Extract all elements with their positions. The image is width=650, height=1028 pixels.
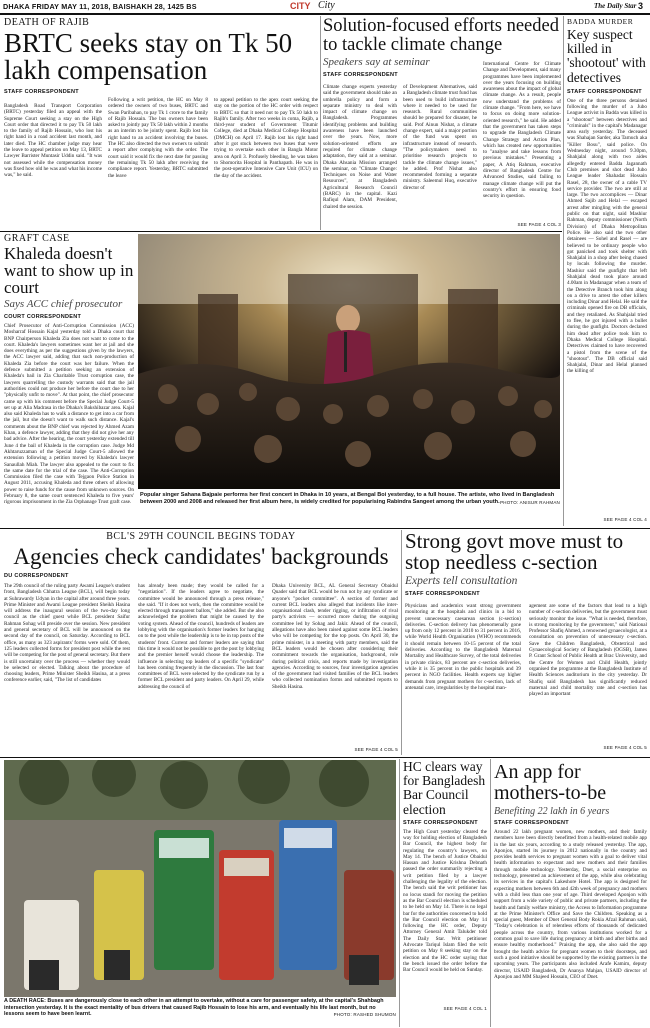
continued: SEE PAGE 4 COL 4 bbox=[603, 516, 647, 522]
column: Dhaka University BCL, AL General Secretary Obaidul Quader said that BCL would be run not by any syndicate or anyone's "pocket committee". A section of former and current BCL leaders also alleged that incidents like inter-organisational clash, tender rigging, or infiltration of rival party's activists — occurred more during the outgoing committee led by Sohag and Jakir. Ahead of the council, allegations have also been raised against some BCL leaders who will be competing for the top posts. On April 30, the prime minister, in a meeting with party members, said the BCL leaders would be chosen after considering their commitment towards the organisation, background, role during political crisis, and reports made by investigation agencies. According to sources, four investigation agencies of the government had visited families of the BCL leaders who collected nomination forms and submitted reports to Sheikh Hasina. bbox=[272, 583, 398, 690]
byline: DU CORRESPONDENT bbox=[4, 573, 69, 579]
story-brtc bbox=[4, 17, 318, 250]
headline: HC clears way for Bangladesh Bar Council election bbox=[403, 759, 486, 817]
continued: SEE PAGE 4 COL 5 bbox=[354, 747, 398, 752]
page-number: 3 bbox=[638, 1, 644, 11]
column: Physicians and academics want strong government monitoring at the hospitals and clinics in a bid to prevent unnecessary caesarean section (c-section) deliveries. C-section delivery has phenomenally gone up from only 12 percent in 2010 to 31 percent in 2016, while World Health Organisation (WHO) recommends it should remain between 10-15 percent of the total deliveries. According to the Bangladesh Maternal Mortality and Healthcare Survey, of the total deliveries in private clinics, 83 percent are c-section deliveries, while it is 35 percent in the public hospitals and 39 percent in NGO facilities. Health experts say higher demands from pregnant mothers for c-section, lack of antenatal care, irregularities by the hospital man- bbox=[405, 603, 521, 691]
column: agement are some of the factors that lead to a high number of c-section deliveries, but the government must seriously monitor the issue. "What is needed, therefore, is strong monitoring by the government," said National Professor Shafiq Ahmed, a renowned gynaecologist, at a consultation on prevention of unnecessary c-section. Save the Children Bangladesh, Obstetrical and Gynaecological Society of Bangladesh (OGSB), James P. Grant School of Public Health at Brac University, and the Centre for Women and Child Health, jointly organised the programme at the Bangladesh Institute of Health Sciences auditorium in the city yesterday. Dr Shafiq said Bangladesh has significantly reduced maternal and child mortality rate and c-section has played an important bbox=[529, 603, 647, 698]
story-bcl bbox=[4, 531, 398, 755]
column: International Centre for Climate Change and Development, said many programmes have been implemented over the years focusing on building awareness about the impact of global climate change. As a result, people now understand the problems of climate change. "From here, we have to focus on doing more solution-oriented research," he said. He added that the government has taken steps to upgrade the Bangladesh Climate Change Strategy and Action Plan, which has created new opportunities to "analyse and take lessons from previous mistakes." Presenting a paper, A Atiq Rahman, executive director of Bangladesh Centre for Advanced Studies, said failing to manage climate change will put the country's effort in ensuring food security in question. bbox=[483, 61, 561, 200]
byline: STAFF CORRESPONDENT bbox=[494, 820, 569, 826]
section-label: CITY bbox=[290, 1, 311, 11]
column-divider bbox=[401, 530, 402, 755]
deck: Speakers say at seminar bbox=[323, 56, 430, 68]
deck: Experts tell consultation bbox=[405, 575, 518, 587]
story-app bbox=[494, 762, 647, 1026]
headline: Solution-focused efforts needed to tackle climate change bbox=[323, 16, 559, 55]
headline: Strong govt move must to stop needless c-section bbox=[405, 529, 624, 574]
continued: SEE PAGE 4 COL 3 bbox=[517, 222, 561, 227]
photo-credit: PHOTO: RASHED SHUMON bbox=[333, 1011, 396, 1017]
column: Bangladesh Road Transport Corporation (BRTC) yesterday filed an appeal with the Supreme Court seeking a stay on the High Court order that directed it to pay Tk 50 lakh to the family of Rajib Hossain, who lost his right hand in a road accident last month, and later died. The HC chamber judge may hear the leave to appeal petition on May 13, BRTC Lawyer Barrister Muntasir Uddin said. "It was not assessed while the compensation money was fixed how old he was and what his income was," he said. bbox=[4, 103, 102, 179]
column: The 29th council of the ruling party Awami League's student front, Bangladesh Chhatra League (BCL), will begin today at Suhrawardy Udyan in the capital after around three years. Prime Minister and Awami League president Sheikh Hasina will address the inaugural session of the two-day long council as the chief guest while BCL president Saifur Rahman Sohag will preside over the session. New president and general secretary of BCL will be announced on the second day of the council, on Saturday. According to BCL office, as many as 323 aspirants' forms were sold. Of them, 125 leaders collected forms for president post while the rest will be competing for the post of general secretary. But there is still uncertainty over the process — whether they would be selected or elected. Talking about the procedure of choosing leaders, Prime Minister Sheikh Hasina, at a press conference earlier, said, "The list of candidates bbox=[4, 583, 130, 684]
photo-credit: PHOTO: ANISUR RAHMAN bbox=[500, 500, 560, 505]
continued: SEE PAGE 4 COL 5 bbox=[603, 745, 647, 750]
traffic-photo-image bbox=[4, 760, 396, 997]
caption-text: Popular singer Sahana Bajpaie performs her first concert in Dhaka in 10 years, at Bengal Boi yesterday, to a full house. The artiste, who lived in Bangladesh between 2000 and 2008 and released her first album here, is widely credited for popularising Rabindra Sangeet among the urban youth. bbox=[140, 492, 555, 505]
deck: Benefiting 22 lakh in 6 years bbox=[494, 806, 610, 817]
kicker: DEATH OF RAJIB bbox=[4, 17, 90, 28]
column: of Development Alternatives, said a Bangladesh climate trust fund has been used to build infrastructure where it needed to be used for research. Rural communities should be prepared for disaster, he said. Prof Ainun Nishat, a climate change expert, said a major portion of the fund was spent on infrastructure instead of research. "The policymakers need to prioritise research projects to tackle the climate change issues," he added. Prof Nishat also recommended forming a separate ministry. Saleemul Huq, executive director of bbox=[403, 84, 477, 191]
kicker: BADDA MURDER bbox=[567, 17, 634, 26]
headline: Agencies check candidates' backgrounds bbox=[13, 544, 389, 569]
story-climate bbox=[323, 17, 561, 230]
column-divider bbox=[563, 16, 564, 526]
byline: STAFF CORRESPONDENT bbox=[567, 88, 642, 95]
kicker: BCL'S 29TH COUNCIL BEGINS TODAY bbox=[106, 531, 296, 542]
concert-photo-image bbox=[138, 234, 560, 489]
column-divider bbox=[490, 759, 491, 1027]
continued: SEE PAGE 4 COL 1 bbox=[443, 1005, 487, 1011]
deck: Says ACC chief prosecutor bbox=[4, 298, 123, 310]
column: Climate change experts yesterday said the government should take an umbrella policy and form a separate ministry to deal with impact of climate change on Bangladesh. Programmes identifying problems and building awareness have been launched over the years. Now, more solution-oriented efforts are required for climate change adaptation, they said at a seminar. Dhaka Ahsania Mission arranged the seminar, on "Climate Change: Techniques on Noise and Water Resources", at Bangladesh Agricultural Research Council (BARC) in the capital. Kazi Rafiqul Alam, DAM President, chaired the session. bbox=[323, 84, 397, 210]
byline: STAFF CORRESPONDENT bbox=[403, 819, 478, 826]
body-text: Around 22 lakh pregnant women, new mothers, and their family members have been directly benefitted from a health-related mobile app in the last six years, according to a study released yesterday. The app, Aponjon, started its journey in 2012 nationally in the country and provides health services to pregnant women with a goal to deliver vital health information to expectant and new mothers and their families through mobile technology. Yesterday, Dnet, a social enterprise on technology, presented an achievement of the app, while also celebrating its services in the capital's Lakeshore Hotel. The app is designed for expecting mothers between 6th and 42th week of pregnancy and mothers with a child less than one year of age. Third developed Aponjon with support from a wide variety of public and private partners, including the health and family welfare ministry, the Access to Information programme at the Prime Minister's Office and Save the Children. Speaking as a special guest, Member of Dnet General Body Rokia Afzal Rahman said, "Today's celebration is of relentless efforts of thousands of dedicated people across the country, from various institutions worked for a common goal to save life during pregnancy at birth and after births and ensure healthy motherhood." Praising the app, she also said the app brought the health advice for pregnant women to their doorsteps, and such a good initiative should be supported by the existing partners in the upcoming years. The participants also included Arafe Kamim, deputy director, USAID Bangladesh, Dr Ananya Mahjan, USAID director of Aponjon and MM Shajeed Hossain, CEO of Dnet. bbox=[494, 829, 647, 980]
concert-photo bbox=[138, 234, 560, 489]
headline: Key suspect killed in 'shootout' with detectives bbox=[567, 27, 646, 85]
traffic-caption bbox=[4, 998, 396, 1026]
body-text: One of the three persons detained following the murder of a Jubo League activist in Badda was killed in a "shootout" between detectives and "criminals" in the capital's Madanagar area early yesterday. The deceased was Shahajan Sarder, aka Tarnuch aka "Killer Bosu", said police. On Wednesday night, around 9.30pm, Shahjalal along with two aides allegedly entered Badda Jagannath Club premises and shot dead Jubo League leader Shahadat Hossain Rasel, 28, the owner of a cable TV service provider. The two are still at large. The two accomplices — Dinar Ahmed Sajib and Helal — escaped arrest after mingling with the general public on that night, said Mashiur Rahman, deputy commissioner (North Division) of Dhaka Metropolitan Police. He also said the two other detainees — Sohel and Rasel — are believed to be ordinary people who got panicked and took shelter with Shahjalal in a shop after being chased by locals following the murder. Mashiur said the gunfight that left Shahjalal dead took place around 4.00am in Madanagar when a team of the Detective Branch took him along on a drive to arrest the other killers including Dinar and Helal. He said the criminals opened fire on DB officials, and they retaliated. As Shahjalal tried to flee, he got injured with a bullet during the gunfight. Doctors declared him dead after police took him to Dhaka Medical College Hospital. Detectives claimed to have recovered a pistol from the scene of the "shootout". The DB official said Shahjalal, Dinar and Helal planned the killing of bbox=[567, 97, 647, 375]
column-divider bbox=[399, 759, 400, 1027]
body-text: The High Court yesterday cleared the way for holding election of Bangladesh Bar Council, the highest body for regulating the country's lawyers, on May 14. The bench of Justice Obaidul Hassan and Justice Krishna Debnath passed the order summarily rejecting a writ petition filed by a lawyer challenging the legality of the election. The bench said the writ petitioner has no locus standi for moving the petition as the Bar Council election is scheduled to be held on May 14. There is no legal bar for the authorities concerned to hold the Bar Council election on May 14 following the HC order, Deputy Attorney General Amit Talukder told The Daily Star. Writ petitioner Advocate Tariqul Islam filed the writ petition on May 8 seeking stay on the election and the HC order saying that the bench issued the order before the Bar Council would be held on Sunday. bbox=[403, 828, 487, 974]
column: to appeal petition to the apex court seeking the stay on the portion of the HC order with respect to BRTC so that it need not to pay Tk 50 lakh to Rajib's family. After two weeks in coma, Rajib, a third-year student of Government Titumir College, died at Dhaka Medical College Hospital (DMCH) on April 17. Rajib lost his right hand after it got stuck between two buses that were trying to overtake each other in Bangla Motor area on April 3. Profusely bleeding, he was taken to Shomorita Hospital in Panthapath. He was in the post-operative Intensive Care Unit (ICU) on the day of the accident. bbox=[214, 97, 318, 179]
headline: BRTC seeks stay on Tk 50 lakh compensation bbox=[4, 28, 293, 85]
masthead-dateline: DHAKA FRIDAY MAY 11, 2018, BAISHAKH 28, 1425 BS bbox=[3, 2, 197, 11]
byline: STAFF CORRESPONDENT bbox=[405, 591, 480, 597]
byline: COURT CORRESPONDENT bbox=[4, 314, 82, 320]
byline: STAFF CORRESPONDENT bbox=[323, 72, 398, 78]
kicker: GRAFT CASE bbox=[4, 233, 70, 244]
concert-caption bbox=[140, 492, 560, 526]
story-key-suspect bbox=[567, 17, 647, 527]
column: has already been made; they would be called for a "negotiation". If the leaders agree to negotiate, the committee would be announced through a press release," she said. "If it does not work, then the committee would be elected through transparent ballots," she added. But she also acknowledged the problem that might be caused by the voting system. Ahead of the council, hundreds of leaders are lobbying with the organisation's former leaders for hanging on to the post while the leadership is to be in top posts of the students' front. Current and former leaders are saying that this time it would not be possible to get the post by lobbying and the premier herself would choose the leadership. The influence in selecting top leaders of a specific "syndicate" has been coming frequently in the discussion. The last four committees of BCL were selected by the syndicate run by a former BCL president and party leaders. On April 29, while addressing the council of bbox=[138, 583, 264, 690]
masthead-rule bbox=[0, 13, 650, 15]
story-csection bbox=[405, 531, 647, 755]
headline: Khaleda doesn't want to show up in court bbox=[4, 244, 134, 297]
section-rule bbox=[0, 231, 562, 232]
caption-text: A DEATH RACE: Buses are dangerously close to each other in an attempt to overtake, without a care for passenger safety, at the capital's Shahbagh intersection yesterday. It is the exact mentality of bus drivers that caused Rajib Hossain to lose his arm, and eventually his life last month, but no lessons seem to have been learnt. bbox=[4, 998, 384, 1018]
body-text: Chief Prosecutor of Anti-Corruption Commission (ACC) Mosharraf Hossain Kajal yesterday told a Dhaka court that BNP Chairperson Khaleda Zia does not want to come to the court. Khaleda's lawyers sometimes want her at jail and she does everything as per the suggestions given by the lawyers, the ACC lawyer said, adding that such non-production of Khaleda Zia before the court was her failure. When the defence submitted a petition seeking an extension of Khaleda's bail in Zia Charitable Trust corruption case, the lawyers quarrelling the custody warrants said that the jail authorities could not produce her before the court due to her "physically unfit to move". At that point, the chief prosecutor came up with his comment before the Special Judge Court-5 set up at Alia Madrasa in the Dhaka's Bakshibazar area. Kajal also said Khaleda has to walk a distance to get into a car from the jail, but she doesn't want to walk such distance. Kajal's comments about the BNP chief was rejected by Ahmed Azam Khan, a defence lawyer, adding that they did not give her any bad advice. After the hearing, the court yesterday extended till June 4 the bail of Khaleda in the corruption case. Judge Md Akhtaruzzaman of the Special Judge Court-5 allowed the extension following a petition moved by Khaleda's lawyer Sanaullah Miah. The lawyer also appealed to the court to fix the same date for the trial of the case. The Anti-Corruption Commission filed the case with Tejgaon Police Station in August 2011, accusing Khaleda and three others of allowing power to raise funds for the cause from unknown sources. On February 8, the same court sentenced Khaleda to five years' rigorous imprisonment in the Zia Orphanage Trust graft case. bbox=[4, 323, 134, 506]
story-khaleda bbox=[4, 233, 134, 526]
column: Following a writ petition, the HC on May 8 ordered the owners of two buses, BRTC and Swan Paribahan, to pay Tk 1 crore to the family of Rajib Hossain. The bus owners have been asked to jointly pay Tk 50 lakh within 2 months as an interim to be jointly spent. Rajib lost his right hand to an accident involving the buses. The HC also directed the two owners to submit a report after complying with the order. The court said it would fix the next date for passing the remaining Tk 50 lakh after receiving the compliance report. Yesterday, BRTC submitted the leave bbox=[108, 97, 208, 179]
column-divider bbox=[320, 16, 321, 230]
section-script: City bbox=[318, 0, 335, 11]
story-hc bbox=[403, 760, 487, 1026]
section-rule bbox=[0, 757, 650, 758]
headline: An app for mothers-to-be bbox=[494, 761, 607, 804]
byline: STAFF CORRESPONDENT bbox=[4, 89, 79, 95]
masthead bbox=[0, 0, 650, 14]
traffic-photo bbox=[4, 760, 396, 997]
paper-name: The Daily Star bbox=[594, 2, 637, 10]
